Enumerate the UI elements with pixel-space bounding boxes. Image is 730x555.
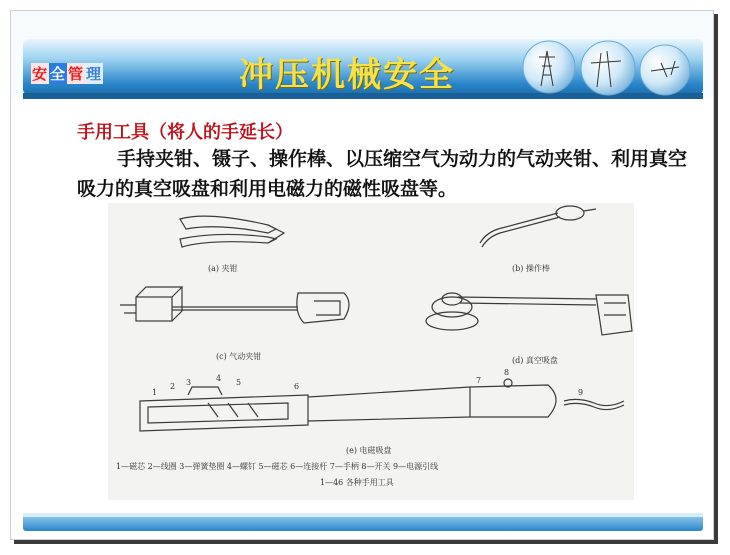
part-number: 8 [504,368,510,377]
parts-legend: 1—磁芯 2—线圈 3—弹簧垫圈 4—螺钉 5—磁芯 6—连接杆 7—手柄 8—开关 9—电源引线 [116,462,439,471]
tools-figure [108,203,634,500]
footer-bar [11,511,713,535]
figure-caption: 1—46 各种手用工具 [320,478,394,487]
body-text: 手持夹钳、镊子、操作棒、以压缩空气为动力的气动夹钳、利用真空吸力的真空吸盘和利用电磁力的磁性吸盘等。 [77,148,688,200]
part-number: 5 [236,378,242,387]
logo-char: 管 [68,65,85,83]
part-number: 3 [186,378,192,387]
part-number: 9 [578,388,584,397]
logo-char: 全 [50,65,67,83]
section-heading: 手用工具（将人的手延长） [77,122,293,143]
part-number: 6 [294,382,300,391]
caption-e: (e) 电磁吸盘 [346,446,392,455]
logo-char: 安 [32,65,49,83]
part-number: 4 [216,374,222,383]
caption-a: (a) 夹钳 [208,264,238,273]
slide-title: 冲压机械安全 [239,55,455,95]
logo [31,63,103,84]
body-paragraph [77,144,687,204]
caption-c: (c) 气动夹钳 [216,352,262,361]
part-number: 1 [152,388,158,397]
logo-char: 理 [86,65,103,83]
caption-b: (b) 操作棒 [512,264,550,273]
part-number: 2 [170,382,176,391]
part-number: 7 [476,376,482,385]
slide-frame [10,10,714,540]
caption-d: (d) 真空吸盘 [512,356,558,365]
